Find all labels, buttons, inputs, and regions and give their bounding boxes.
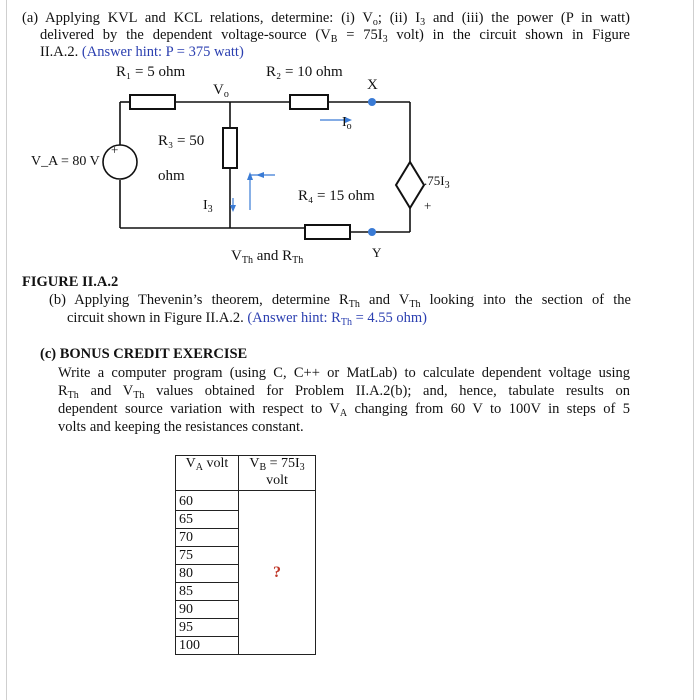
vth-rth-label: $V_{Th}$ and $R_{Th}$ bbox=[231, 248, 304, 266]
part-a-line-3: II.A.2. (Answer hint: P = 375 watt) bbox=[40, 44, 244, 60]
part-b-line-1: (b) Applying Thevenin’s theorem, determine $R_{Th}$ and $V_{Th}$ looking into the section of the bbox=[49, 292, 631, 310]
table-row: 65 bbox=[176, 511, 316, 529]
terminal-x-label: X bbox=[367, 77, 378, 93]
part-c-title: (c) BONUS CREDIT EXERCISE bbox=[40, 346, 248, 362]
terminal-y-dot bbox=[368, 228, 376, 236]
dep-source-label: $.75I_3$ bbox=[424, 173, 450, 191]
table-row: 90 bbox=[176, 601, 316, 619]
r4-resistor bbox=[305, 225, 350, 239]
unknown-vb-cell: ? bbox=[239, 491, 316, 655]
part-b-line-2: circuit shown in Figure II.A.2. (Answer hint: $R_{Th} = 4.55$ ohm) bbox=[67, 310, 428, 328]
part-a-line-1: (a) Applying KVL and KCL relations, determine: (i) $V_o$; (ii) $I_3$ and (iii) the power (P in watt) bbox=[22, 10, 631, 28]
table-header-va: $V_A$ volt bbox=[176, 456, 239, 491]
i3-label: $I_3$ bbox=[203, 198, 213, 215]
r3-label-top: R₃ = 50 bbox=[158, 133, 205, 149]
table-header-vb: $V_B = 75I_3$ volt bbox=[239, 456, 316, 491]
table-row: 60 ? bbox=[176, 491, 316, 511]
part-a-hint: (Answer hint: P = 375 watt) bbox=[81, 44, 244, 60]
r1-resistor bbox=[130, 95, 175, 109]
r2-resistor bbox=[290, 95, 328, 109]
r3-label-bottom: ohm bbox=[158, 168, 185, 184]
r4-label: R₄ = 15 ohm bbox=[298, 188, 375, 204]
part-c-line-3: dependent source variation with respect to $V_A$ changing from 60 V to 100V in steps of 5 bbox=[58, 401, 630, 419]
results-table bbox=[175, 455, 316, 655]
voltage-source-icon bbox=[103, 145, 137, 179]
terminal-x-dot bbox=[368, 98, 376, 106]
part-c-line-1: Write a computer program (using C, C++ or MatLab) to calculate dependent voltage using bbox=[58, 365, 630, 381]
table-row: 70 bbox=[176, 529, 316, 547]
r3-resistor bbox=[223, 128, 237, 168]
dep-plus: + bbox=[424, 198, 432, 213]
terminal-y-label: Y bbox=[372, 245, 382, 260]
circuit-diagram bbox=[0, 0, 700, 275]
dependent-source-icon bbox=[396, 162, 424, 208]
figure-caption: FIGURE II.A.2 bbox=[22, 274, 119, 290]
table-row: 85 bbox=[176, 583, 316, 601]
table-row: 80 bbox=[176, 565, 316, 583]
part-c-line-4: volts and keeping the resistances constant. bbox=[58, 419, 304, 435]
table-row: 75 bbox=[176, 547, 316, 565]
va-label: V_A = 80 V bbox=[31, 154, 100, 169]
part-a-line-2: delivered by the dependent voltage-source ($V_B = 75I_3$ volt) in the circuit shown in Figure bbox=[40, 27, 630, 45]
table-row: 95 bbox=[176, 619, 316, 637]
io-label: $I_o$ bbox=[342, 115, 352, 132]
va-plus: + bbox=[111, 142, 119, 157]
r2-label: R₂ = 10 ohm bbox=[266, 64, 343, 80]
vo-label: $V_o$ bbox=[213, 82, 229, 100]
part-c-line-2: $R_{Th}$ and $V_{Th}$ values obtained for Problem II.A.2(b); and, hence, tabulate results on bbox=[58, 383, 630, 401]
table-row: 100 bbox=[176, 637, 316, 655]
part-b-hint: (Answer hint: $R_{Th} = 4.55$ ohm) bbox=[247, 310, 428, 328]
r1-label: R₁ = 5 ohm bbox=[116, 64, 186, 80]
